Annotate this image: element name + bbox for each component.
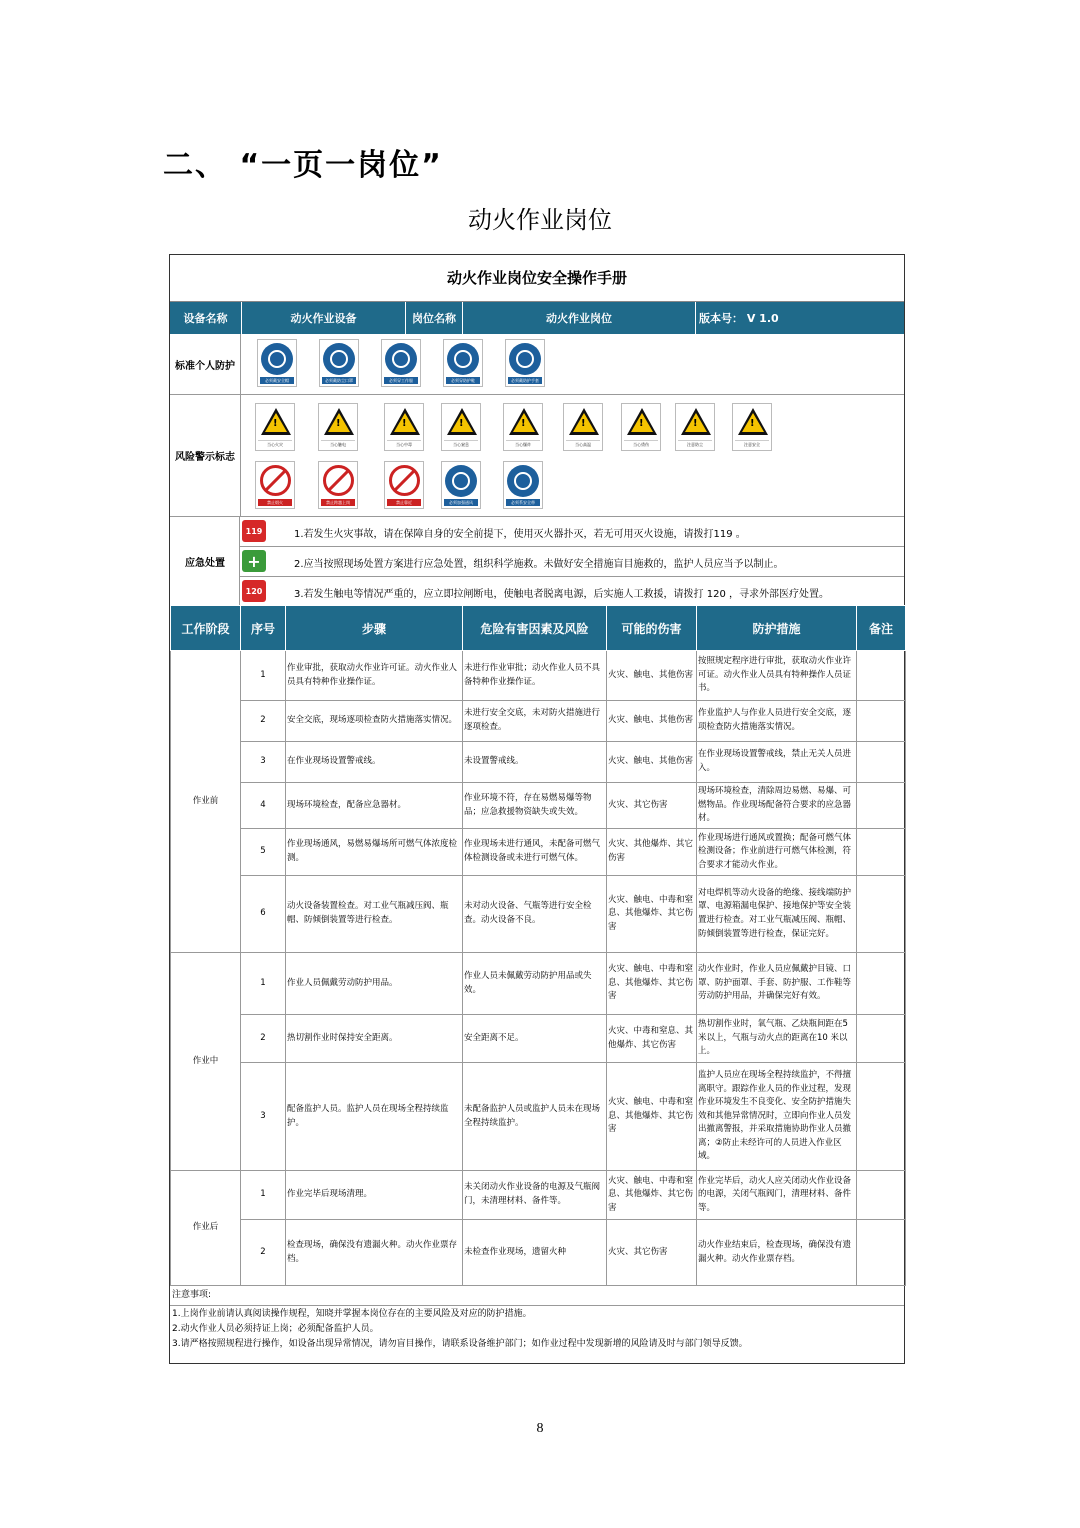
risk-cell: 未进行作业审批；动火作业人员不具备特种作业操作证。	[463, 651, 607, 701]
dust-warning-icon: ! 注意防尘	[675, 403, 715, 451]
harm-cell: 火灾、其它伤害	[607, 783, 697, 829]
step-number: 1	[241, 1171, 286, 1220]
sign-caption: 禁止烟火	[258, 499, 292, 506]
step-number: 1	[241, 651, 286, 701]
notes-label: 注意事项:	[170, 1285, 904, 1306]
risk-cell: 未设置警戒线。	[463, 742, 607, 783]
poison-warning-icon: ! 当心中毒	[384, 403, 424, 451]
measure-cell: 作业完毕后，动火人应关闭动火作业设备的电源，关闭气瓶阀门，清理材料、备件等。	[697, 1171, 857, 1220]
remark-cell	[857, 651, 906, 701]
measure-cell: 动火作业结束后，检查现场，确保没有遗漏火种。动火作业票存档。	[697, 1220, 857, 1286]
harm-cell: 火灾、中毒和窒息、其他爆炸、其它伤害	[607, 1015, 697, 1063]
sign-caption: 注意安全	[735, 440, 769, 448]
work-clothes-sign-icon	[381, 339, 421, 387]
risk-cell: 未进行安全交底，未对防火措施进行逐项检查。	[463, 701, 607, 742]
risk-cell: 安全距离不足。	[463, 1015, 607, 1063]
table-row	[171, 953, 906, 1015]
harm-cell: 火灾、触电、中毒和窒息、其他爆炸、其它伤害	[607, 876, 697, 953]
sign-caption: 注意防尘	[678, 440, 712, 448]
sign-caption: 当心触电	[321, 440, 355, 448]
page-title: 动火作业岗位	[468, 206, 612, 234]
safety-manual-card	[169, 254, 905, 1364]
step-cell: 在作业现场设置警戒线。	[286, 742, 463, 783]
harm-cell: 火灾、触电、其他伤害	[607, 651, 697, 701]
remark-cell	[857, 701, 906, 742]
sign-caption: 必须戴安全帽	[260, 377, 294, 384]
measure-cell: 作业现场进行通风或置换；配备可燃气体检测设备；作业前进行可燃气体检测，符合要求才能动火作业。	[697, 829, 857, 876]
remark-cell	[857, 829, 906, 876]
ventilation-sign-icon	[441, 461, 481, 509]
caution-warning-icon: ! 注意安全	[732, 403, 772, 451]
step-cell: 作业人员佩戴劳动防护用品。	[286, 953, 463, 1015]
measure-cell: 在作业现场设置警戒线，禁止无关人员进入。	[697, 742, 857, 783]
no-approach-icon	[384, 461, 424, 509]
measure-cell: 按照规定程序进行审批，获取动火作业许可证。动火作业人员具有特种操作人员证书。	[697, 651, 857, 701]
remark-cell	[857, 1015, 906, 1063]
table-row	[171, 1015, 906, 1063]
step-number: 3	[241, 742, 286, 783]
remark-cell	[857, 1063, 906, 1171]
harm-cell: 火灾、触电、其他伤害	[607, 742, 697, 783]
risk-cell: 作业环境不符，存在易燃易爆等物品；应急救援物资缺失或失效。	[463, 783, 607, 829]
first-aid-icon: +	[242, 550, 266, 572]
harm-cell: 火灾、触电、中毒和窒息、其他爆炸、其它伤害	[607, 953, 697, 1015]
manual-title: 动火作业岗位安全操作手册	[170, 255, 904, 302]
remark-cell	[857, 1220, 906, 1286]
burn-warning-icon: ! 当心烫伤	[621, 403, 661, 451]
dust-mask-sign-icon	[319, 339, 359, 387]
step-cell: 作业审批，获取动火作业许可证。动火作业人员具有特种作业操作证。	[286, 651, 463, 701]
measure-cell: 现场环境检查，清除周边易燃、易爆、可燃物品。作业现场配备符合要求的应急器材。	[697, 783, 857, 829]
equipment-label: 设备名称	[183, 312, 228, 325]
header-stage: 工作阶段	[171, 606, 241, 651]
table-row	[171, 1171, 906, 1220]
version-label: 版本号： V 1.0	[695, 302, 904, 334]
measure-cell: 动火作业时，作业人员应佩戴护目镜、口罩、防护面罩、手套、防护服、工作鞋等劳动防护用品，并确保完好有效。	[697, 953, 857, 1015]
remark-cell	[857, 742, 906, 783]
step-cell: 检查现场，确保没有遗漏火种。动火作业票存档。	[286, 1220, 463, 1286]
measure-cell: 热切割作业时，氧气瓶、乙炔瓶间距在5米以上，气瓶与动火点的距离在10 米以上。	[697, 1015, 857, 1063]
procedure-table	[170, 605, 906, 1286]
section-title: 二、 “一页一岗位”	[163, 148, 443, 183]
measure-cell: 监护人员应在现场全程持续监护，不得擅离职守。跟踪作业人员的作业过程，发现作业环境发生不良变化、安全防护措施失效和其他异常情况时，立即向作业人员发出撤离警报，并采取措施协助作业人员撤离；②防止未经许可的人员进入作业区域。	[697, 1063, 857, 1171]
harm-cell: 火灾、其它伤害	[607, 1220, 697, 1286]
risk-cell: 未关闭动火作业设备的电源及气瓶阀门，未清理材料、备件等。	[463, 1171, 607, 1220]
risk-cell: 未检查作业现场，遗留火种	[463, 1220, 607, 1286]
header-risk: 危险有害因素及风险	[463, 606, 607, 651]
hazard-label: 风险警示标志	[175, 452, 235, 463]
risk-cell: 未配备监护人员或监护人员未在现场全程持续监护。	[463, 1063, 607, 1171]
phone-120-icon: 120	[242, 580, 266, 602]
sign-caption: 当心中毒	[387, 440, 421, 448]
stage-cell: 作业中	[171, 953, 241, 1171]
ppe-signs	[240, 334, 905, 395]
measure-cell: 对电焊机等动火设备的绝缘、接线端防护罩、电源箱漏电保护、接地保护等安全装置进行检查。对工业气瓶减压阀、瓶帽、防倾倒装置等进行检查，保证完好。	[697, 876, 857, 953]
notes	[170, 1307, 904, 1365]
ppe-label: 标准个人防护	[175, 360, 235, 372]
step-number: 5	[241, 829, 286, 876]
emergency-item-2: 2.应当按照现场处置方案进行应急处置，组织科学施救。未做好安全措施盲目施救的，监护人员应当予以制止。	[294, 559, 784, 570]
gloves-sign-icon	[505, 339, 545, 387]
risk-cell: 作业人员未佩戴劳动防护用品或失效。	[463, 953, 607, 1015]
helmet-sign-icon	[257, 339, 297, 387]
post-label: 岗位名称	[405, 302, 462, 334]
table-row	[171, 1220, 906, 1286]
risk-cell: 作业现场未进行通风，未配备可燃气体检测设备或未进行可燃气体。	[463, 829, 607, 876]
step-cell: 现场环境检查，配备应急器材。	[286, 783, 463, 829]
sign-caption: 当心火灾	[258, 440, 292, 448]
phone-119-icon: 119	[242, 520, 266, 542]
step-number: 2	[241, 701, 286, 742]
sign-caption: 禁止跨越上岗	[321, 499, 355, 506]
post-value: 动火作业岗位	[462, 302, 695, 334]
measure-cell: 作业监护人与作业人员进行安全交底，逐项检查防火措施落实情况。	[697, 701, 857, 742]
note-item: 2.动火作业人员必须持证上岗；必须配备监护人员。	[172, 1324, 379, 1334]
table-row	[171, 701, 906, 742]
high-temp-warning-icon: ! 当心高温	[563, 403, 603, 451]
table-row	[171, 742, 906, 783]
sign-caption: 必须穿工作服	[384, 377, 418, 384]
step-number: 3	[241, 1063, 286, 1171]
emergency-item-3: 3.若发生触电等情况严重的，应立即拉闸断电，使触电者脱离电源，后实施人工救援，请拨打 120 ，寻求外部医疗处置。	[294, 589, 829, 600]
emergency-label: 应急处置	[185, 557, 225, 569]
step-number: 4	[241, 783, 286, 829]
remark-cell	[857, 783, 906, 829]
header-step: 步骤	[286, 606, 463, 651]
no-fire-icon	[255, 461, 295, 509]
suffocation-warning-icon: ! 当心窒息	[441, 403, 481, 451]
header-harm: 可能的伤害	[607, 606, 697, 651]
sign-caption: 必须戴防护手套	[508, 377, 542, 384]
note-item: 1.上岗作业前请认真阅读操作规程，知晓并掌握本岗位存在的主要风险及对应的防护措施。	[172, 1309, 532, 1319]
no-crossing-icon	[318, 461, 358, 509]
table-header	[171, 606, 906, 651]
harm-cell: 火灾、其他爆炸、其它伤害	[607, 829, 697, 876]
sign-caption: 当心烫伤	[624, 440, 658, 448]
stage-cell: 作业后	[171, 1171, 241, 1286]
emergency-row	[170, 517, 904, 605]
sign-caption: 当心高温	[566, 440, 600, 448]
step-number: 2	[241, 1015, 286, 1063]
remark-cell	[857, 876, 906, 953]
table-row	[171, 876, 906, 953]
step-cell: 作业完毕后现场清理。	[286, 1171, 463, 1220]
safety-belt-sign-icon	[503, 461, 543, 509]
equipment-value: 动火作业设备	[241, 302, 405, 334]
risk-cell: 未对动火设备、气瓶等进行安全检查。动火设备不良。	[463, 876, 607, 953]
sign-caption: 必须加强通风	[444, 499, 478, 506]
step-cell: 热切割作业时保持安全距离。	[286, 1015, 463, 1063]
hazard-signs	[240, 395, 905, 517]
explosion-warning-icon: ! 当心爆炸	[503, 403, 543, 451]
sign-caption: 当心爆炸	[506, 440, 540, 448]
ppe-row	[170, 334, 904, 395]
table-row	[171, 829, 906, 876]
step-number: 1	[241, 953, 286, 1015]
stage-cell: 作业前	[171, 651, 241, 953]
step-cell: 作业现场通风，易燃易爆场所可燃气体浓度检测。	[286, 829, 463, 876]
header-number: 序号	[241, 606, 286, 651]
harm-cell: 火灾、触电、中毒和窒息、其他爆炸、其它伤害	[607, 1063, 697, 1171]
note-item: 3.请严格按照规程进行操作，如设备出现异常情况，请勿盲目操作，请联系设备维护部门；如作业过程中发现新增的风险请及时与部门领导反馈。	[172, 1339, 748, 1349]
info-bar	[170, 302, 904, 334]
safety-shoes-sign-icon	[443, 339, 483, 387]
remark-cell	[857, 953, 906, 1015]
header-remark: 备注	[857, 606, 906, 651]
emergency-item-1: 1.若发生火灾事故，请在保障自身的安全前提下，使用灭火器扑灭，若无可用灭火设施，请拨打119 。	[294, 529, 746, 540]
step-cell: 安全交底，现场逐项检查防火措施落实情况。	[286, 701, 463, 742]
table-row	[171, 651, 906, 701]
sign-caption: 当心窒息	[444, 440, 478, 448]
table-row	[171, 783, 906, 829]
sign-caption: 必须穿防护鞋	[446, 377, 480, 384]
fire-warning-icon: ! 当心火灾	[255, 403, 295, 451]
hazard-row	[170, 395, 904, 517]
step-cell: 配备监护人员。监护人员在现场全程持续监护。	[286, 1063, 463, 1171]
header-measure: 防护措施	[697, 606, 857, 651]
sign-caption: 必须戴防尘口罩	[322, 377, 356, 384]
step-number: 2	[241, 1220, 286, 1286]
harm-cell: 火灾、触电、其他伤害	[607, 701, 697, 742]
table-row	[171, 1063, 906, 1171]
step-number: 6	[241, 876, 286, 953]
electric-warning-icon: ! 当心触电	[318, 403, 358, 451]
page-number: 8	[536, 1421, 544, 1436]
harm-cell: 火灾、触电、中毒和窒息、其他爆炸、其它伤害	[607, 1171, 697, 1220]
step-cell: 动火设备装置检查。对工业气瓶减压阀、瓶帽、防倾倒装置等进行检查。	[286, 876, 463, 953]
sign-caption: 禁止靠近	[387, 499, 421, 506]
sign-caption: 必须系安全带	[506, 499, 540, 506]
remark-cell	[857, 1171, 906, 1220]
